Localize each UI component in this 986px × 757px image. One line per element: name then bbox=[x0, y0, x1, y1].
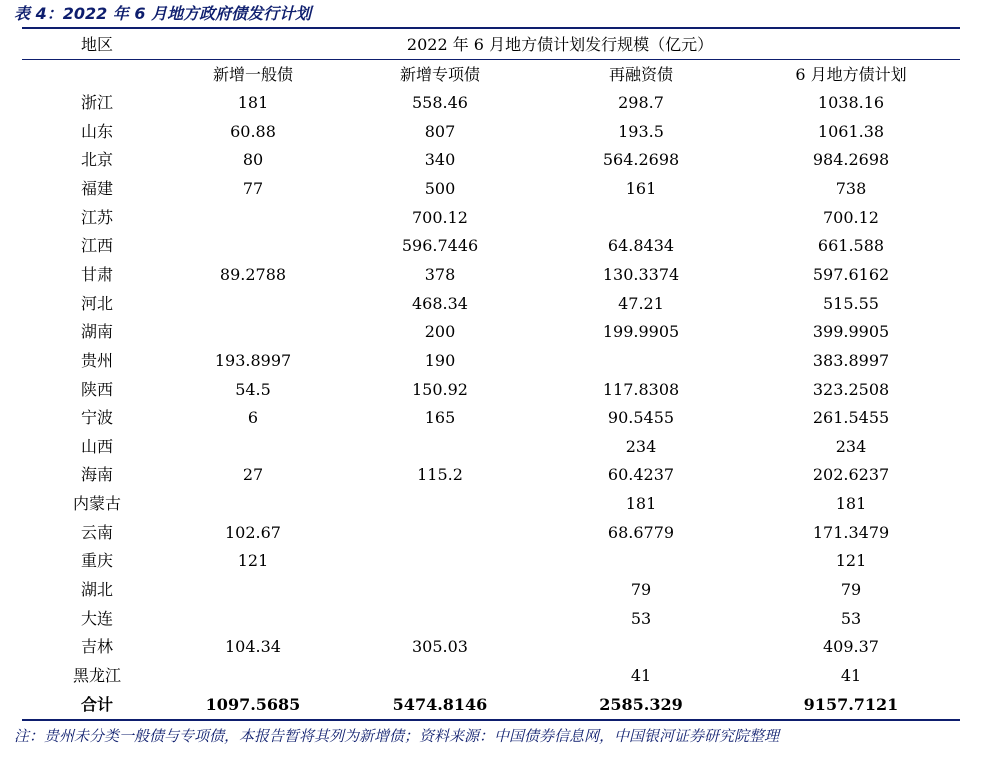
refinancing-cell: 564.2698 bbox=[602, 150, 680, 169]
new-special-cell: 468.34 bbox=[412, 294, 468, 313]
new-special-cell: 305.03 bbox=[412, 637, 468, 656]
region-cell: 大连 bbox=[80, 609, 113, 628]
new-special-cell: 378 bbox=[424, 265, 456, 284]
footnote: 注：贵州未分类一般债与专项债，本报告暂将其列为新增债；资料来源：中国债券信息网，中国银河证券研究院整理 bbox=[14, 727, 780, 745]
june-plan-cell: 261.5455 bbox=[812, 408, 890, 427]
refinancing-cell: 130.3374 bbox=[602, 265, 680, 284]
refinancing-cell: 60.4237 bbox=[607, 465, 675, 484]
refinancing-cell: 117.8308 bbox=[602, 380, 680, 399]
region-cell: 云南 bbox=[80, 523, 113, 542]
region-cell: 黑龙江 bbox=[72, 666, 121, 685]
june-plan-cell: 234 bbox=[835, 437, 867, 456]
new-general-cell: 89.2788 bbox=[219, 265, 287, 284]
region-cell: 合计 bbox=[80, 695, 113, 714]
june-plan-cell: 9157.7121 bbox=[803, 695, 899, 714]
new-general-cell: 80 bbox=[242, 150, 264, 169]
region-cell: 浙江 bbox=[80, 93, 113, 112]
column-header-new-special: 新增专项债 bbox=[399, 65, 480, 84]
region-cell: 湖南 bbox=[80, 322, 113, 341]
region-cell: 吉林 bbox=[80, 637, 113, 656]
header-region: 地区 bbox=[80, 35, 113, 54]
june-plan-cell: 1061.38 bbox=[817, 122, 885, 141]
new-special-cell: 150.92 bbox=[412, 380, 468, 399]
refinancing-cell: 199.9905 bbox=[602, 322, 680, 341]
june-plan-cell: 399.9905 bbox=[812, 322, 890, 341]
june-plan-cell: 700.12 bbox=[823, 208, 879, 227]
header-rule bbox=[22, 59, 960, 60]
region-cell: 贵州 bbox=[80, 351, 113, 370]
new-special-cell: 115.2 bbox=[417, 465, 463, 484]
june-plan-cell: 323.2508 bbox=[812, 380, 890, 399]
new-general-cell: 60.88 bbox=[230, 122, 276, 141]
new-general-cell: 102.67 bbox=[225, 523, 281, 542]
refinancing-cell: 193.5 bbox=[618, 122, 664, 141]
new-special-cell: 340 bbox=[424, 150, 456, 169]
new-special-cell: 500 bbox=[424, 179, 456, 198]
refinancing-cell: 161 bbox=[625, 179, 657, 198]
region-cell: 河北 bbox=[80, 294, 113, 313]
june-plan-cell: 515.55 bbox=[823, 294, 879, 313]
region-cell: 陕西 bbox=[80, 380, 113, 399]
column-header-refinancing: 再融资债 bbox=[608, 65, 673, 84]
refinancing-cell: 298.7 bbox=[618, 93, 664, 112]
region-cell: 福建 bbox=[80, 179, 113, 198]
june-plan-cell: 121 bbox=[835, 551, 867, 570]
june-plan-cell: 738 bbox=[835, 179, 867, 198]
june-plan-cell: 984.2698 bbox=[812, 150, 890, 169]
region-cell: 江西 bbox=[80, 236, 113, 255]
new-special-cell: 807 bbox=[424, 122, 456, 141]
column-header-new-general: 新增一般债 bbox=[212, 65, 293, 84]
new-general-cell: 1097.5685 bbox=[205, 695, 301, 714]
june-plan-cell: 1038.16 bbox=[817, 93, 885, 112]
region-cell: 海南 bbox=[80, 465, 113, 484]
region-cell: 北京 bbox=[80, 150, 113, 169]
june-plan-cell: 409.37 bbox=[823, 637, 879, 656]
region-cell: 湖北 bbox=[80, 580, 113, 599]
new-special-cell: 190 bbox=[424, 351, 456, 370]
june-plan-cell: 597.6162 bbox=[812, 265, 890, 284]
region-cell: 甘肃 bbox=[80, 265, 113, 284]
new-general-cell: 104.34 bbox=[225, 637, 281, 656]
column-header-june-plan: 6 月地方债计划 bbox=[795, 65, 907, 84]
header-span-title: 2022 年 6 月地方债计划发行规模（亿元） bbox=[406, 35, 714, 54]
region-cell: 宁波 bbox=[80, 408, 113, 427]
june-plan-cell: 181 bbox=[835, 494, 867, 513]
refinancing-cell: 90.5455 bbox=[607, 408, 675, 427]
new-special-cell: 558.46 bbox=[412, 93, 468, 112]
table-title: 表 4：2022 年 6 月地方政府债发行计划 bbox=[14, 4, 312, 23]
region-cell: 山东 bbox=[80, 122, 113, 141]
region-cell: 江苏 bbox=[80, 208, 113, 227]
new-general-cell: 193.8997 bbox=[214, 351, 292, 370]
new-general-cell: 6 bbox=[247, 408, 259, 427]
region-cell: 内蒙古 bbox=[72, 494, 121, 513]
june-plan-cell: 202.6237 bbox=[812, 465, 890, 484]
new-general-cell: 54.5 bbox=[235, 380, 271, 399]
refinancing-cell: 47.21 bbox=[618, 294, 664, 313]
new-general-cell: 27 bbox=[242, 465, 264, 484]
new-special-cell: 700.12 bbox=[412, 208, 468, 227]
new-special-cell: 596.7446 bbox=[401, 236, 479, 255]
top-rule bbox=[22, 27, 960, 29]
new-general-cell: 77 bbox=[242, 179, 264, 198]
new-special-cell: 200 bbox=[424, 322, 456, 341]
june-plan-cell: 661.588 bbox=[817, 236, 885, 255]
refinancing-cell: 79 bbox=[630, 580, 652, 599]
new-general-cell: 181 bbox=[237, 93, 269, 112]
region-cell: 重庆 bbox=[80, 551, 113, 570]
refinancing-cell: 64.8434 bbox=[607, 236, 675, 255]
refinancing-cell: 53 bbox=[630, 609, 652, 628]
june-plan-cell: 383.8997 bbox=[812, 351, 890, 370]
new-general-cell: 121 bbox=[237, 551, 269, 570]
new-special-cell: 165 bbox=[424, 408, 456, 427]
june-plan-cell: 79 bbox=[840, 580, 862, 599]
region-cell: 山西 bbox=[80, 437, 113, 456]
june-plan-cell: 171.3479 bbox=[812, 523, 890, 542]
new-special-cell: 5474.8146 bbox=[392, 695, 488, 714]
refinancing-cell: 181 bbox=[625, 494, 657, 513]
june-plan-cell: 41 bbox=[840, 666, 862, 685]
june-plan-cell: 53 bbox=[840, 609, 862, 628]
refinancing-cell: 234 bbox=[625, 437, 657, 456]
refinancing-cell: 2585.329 bbox=[599, 695, 683, 714]
refinancing-cell: 68.6779 bbox=[607, 523, 675, 542]
bottom-rule bbox=[22, 719, 960, 721]
refinancing-cell: 41 bbox=[630, 666, 652, 685]
